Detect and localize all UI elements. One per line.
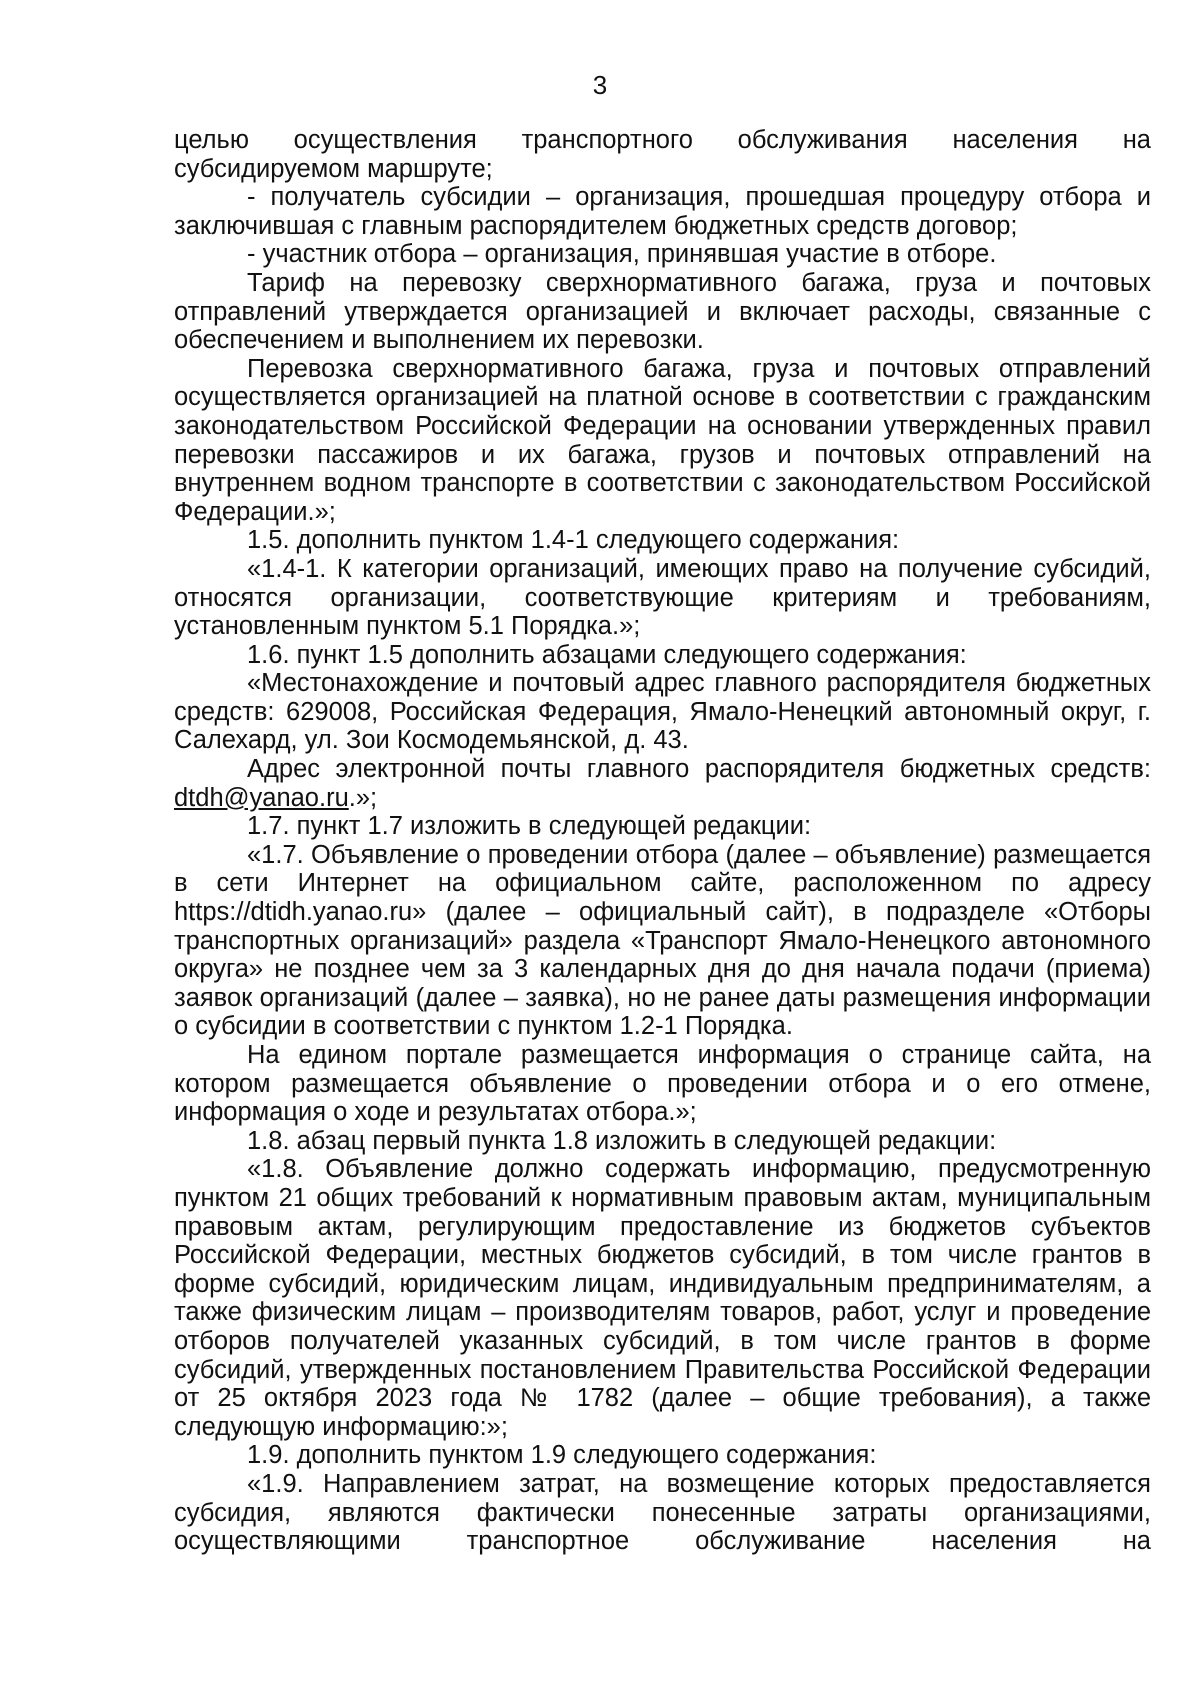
paragraph-item-1-6: 1.6. пункт 1.5 дополнить абзацами следующего содержания: xyxy=(247,640,967,669)
paragraph-target-definition: целью осуществления транспортного обслуживания населения на субсидируемом маршруте; xyxy=(174,126,1151,183)
paragraph-recipient-definition: - получатель субсидии – организация, прошедшая процедуру отбора и заключившая с главным распорядителем бюджетных средств договор; xyxy=(174,183,1151,240)
paragraph-email-address xyxy=(174,755,1151,812)
paragraph-item-1-9: 1.9. дополнить пунктом 1.9 следующего содержания: xyxy=(247,1441,877,1470)
document-body xyxy=(174,126,1151,1556)
paragraph-point-1-9: «1.9. Направлением затрат, на возмещение которых предоставляется субсидия, являются фактически понесенные затраты организациями, осуществляющими транспортное обслуживание населения на xyxy=(174,1469,1151,1556)
paragraph-tariff: Тариф на перевозку сверхнормативного багажа, груза и почтовых отправлений утверждается организацией и включает расходы, связанные с обеспечением и выполнением их перевозки. xyxy=(174,268,1151,355)
paragraph-point-1-7: «1.7. Объявление о проведении отбора (далее – объявление) размещается в сети Интернет на официальном сайте, расположенном по адресу https://dtidh.yanao.ru» (далее – официальный сайт), в подразделе «Отборы транспортных организаций» раздела «Транспорт Ямало-Ненецкого автономного округа» не позднее чем за 3 календарных дня до дня начала подачи (приема) заявок организаций (далее – заявка), но не ранее даты размещения информации о субсидии в соответствии с пунктом 1.2-1 Порядка. xyxy=(174,840,1151,1041)
email-suffix: .»; xyxy=(348,783,378,812)
email-label: Адрес электронной почты главного распорядителя бюджетных средств: xyxy=(247,755,1151,784)
email-link[interactable]: dtdh@yanao.ru xyxy=(174,783,349,812)
paragraph-item-1-5: 1.5. дополнить пунктом 1.4-1 следующего содержания: xyxy=(247,526,900,555)
paragraph-item-1-7: 1.7. пункт 1.7 изложить в следующей редакции: xyxy=(247,812,812,841)
paragraph-location-address: «Местонахождение и почтовый адрес главного распорядителя бюджетных средств: 629008, Российская Федерация, Ямало-Ненецкий автономный округ, г. Салехард, ул. Зои Космодемьянской, д. 43. xyxy=(174,669,1151,755)
paragraph-point-1-8: «1.8. Объявление должно содержать информацию, предусмотренную пунктом 21 общих требований к нормативным правовым актам, муниципальным правовым актам, регулирующим предоставление из бюджетов субъектов Российской Федерации, местных бюджетов субсидий, в том числе грантов в форме субсидий, юридическим лицам, индивидуальным предпринимателям, а также физическим лицам – производителям товаров, работ, услуг и проведение отборов получателей указанных субсидий, в том числе грантов в форме субсидий, утвержденных постановлением Правительства Российской Федерации от 25 октября 2023 года № 1782 (далее – общие требования), а также следующую информацию:»; xyxy=(174,1155,1151,1441)
paragraph-transportation: Перевозка сверхнормативного багажа, груза и почтовых отправлений осуществляется организацией на платной основе в соответствии с гражданским законодательством Российской Федерации на основании утвержденных правил перевозки пассажиров и их багажа, грузов и почтовых отправлений на внутреннем водном транспорте в соответствии с законодательством Российской Федерации.»; xyxy=(174,354,1151,526)
paragraph-point-1-4-1: «1.4-1. К категории организаций, имеющих право на получение субсидий, относятся организации, соответствующие критериям и требованиям, установленным пунктом 5.1 Порядка.»; xyxy=(174,554,1151,641)
paragraph-unified-portal: На едином портале размещается информация о странице сайта, на котором размещается объявление о проведении отбора и о его отмене, информация о ходе и результатах отбора.»; xyxy=(174,1041,1151,1127)
paragraph-participant-definition: - участник отбора – организация, принявшая участие в отборе. xyxy=(247,240,997,269)
page-number: 3 xyxy=(592,70,608,100)
paragraph-item-1-8: 1.8. абзац первый пункта 1.8 изложить в следующей редакции: xyxy=(247,1126,997,1155)
